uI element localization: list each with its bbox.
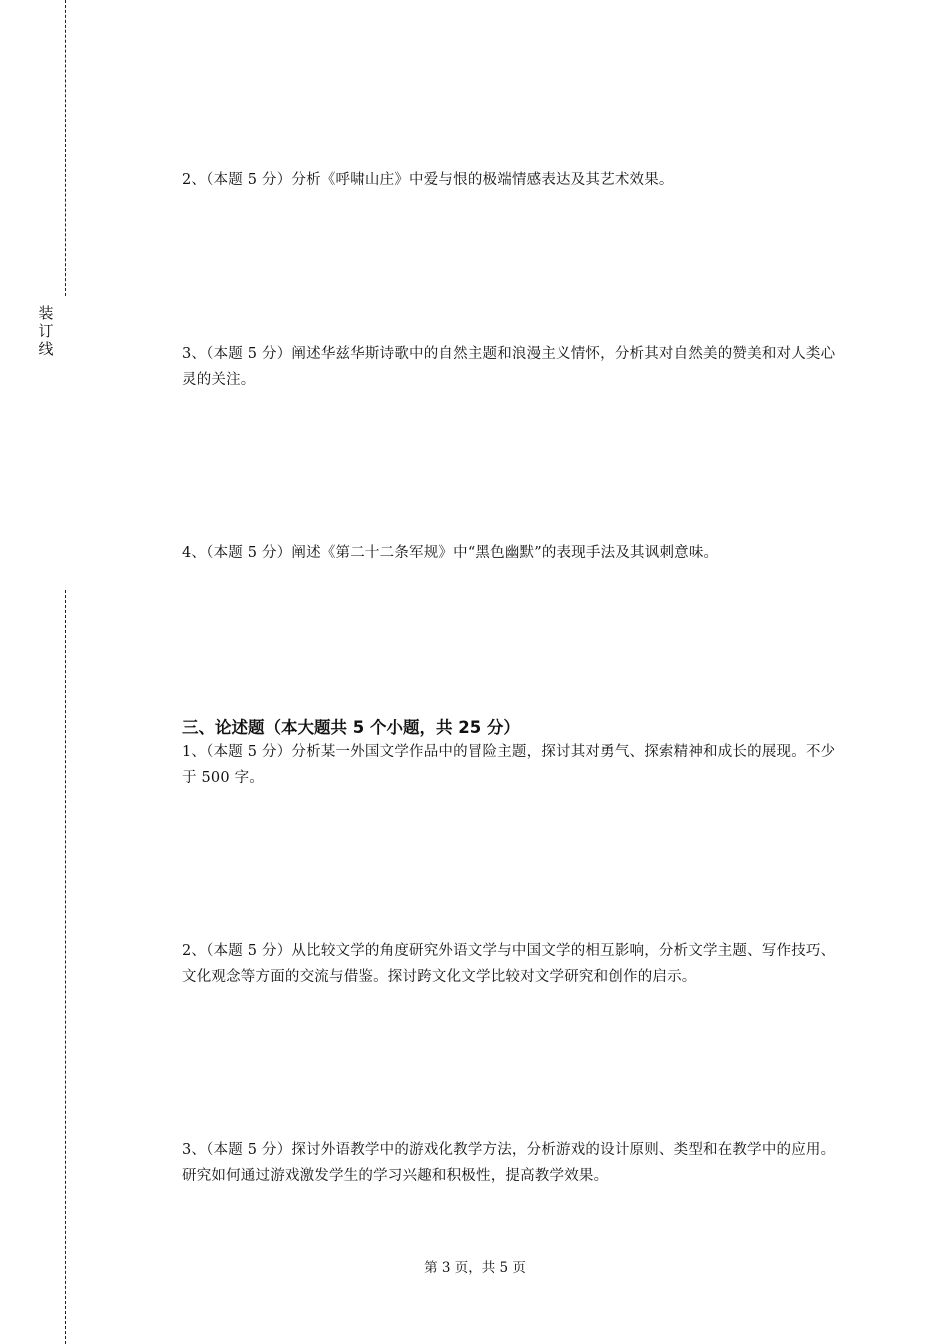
- binding-dashed-line-top: [65, 0, 66, 296]
- binding-dashed-line-bottom: [65, 590, 66, 1344]
- section-title: 三、论述题（本大题共 5 个小题，共 25 分）: [182, 718, 520, 737]
- binding-char: 装: [38, 304, 54, 322]
- question-2-4: 4、（本题 5 分）阐述《第二十二条军规》中“黑色幽默”的表现手法及其讽刺意味。: [182, 545, 719, 561]
- page-number: 第 3 页，共 5 页: [424, 1260, 526, 1276]
- question-2-3: 3、（本题 5 分）阐述华兹华斯诗歌中的自然主题和浪漫主义情怀，分析其对自然美的赞美和对人类心灵的关注。: [182, 346, 836, 388]
- question-3-1: 1、（本题 5 分）分析某一外国文学作品中的冒险主题，探讨其对勇气、探索精神和成长的展现。不少于 500 字。: [182, 744, 836, 786]
- question-3-2: 2、（本题 5 分）从比较文学的角度研究外语文学与中国文学的相互影响，分析文学主题、写作技巧、文化观念等方面的交流与借鉴。探讨跨文化文学比较对文学研究和创作的启示。: [182, 943, 836, 985]
- question-2-2: 2、（本题 5 分）分析《呼啸山庄》中爱与恨的极端情感表达及其艺术效果。: [182, 172, 674, 188]
- question-3-3: 3、（本题 5 分）探讨外语教学中的游戏化教学方法，分析游戏的设计原则、类型和在教学中的应用。研究如何通过游戏激发学生的学习兴趣和积极性，提高教学效果。: [182, 1142, 836, 1184]
- binding-char: 线: [38, 340, 54, 358]
- binding-char: 订: [38, 322, 54, 340]
- binding-label: [36, 304, 56, 358]
